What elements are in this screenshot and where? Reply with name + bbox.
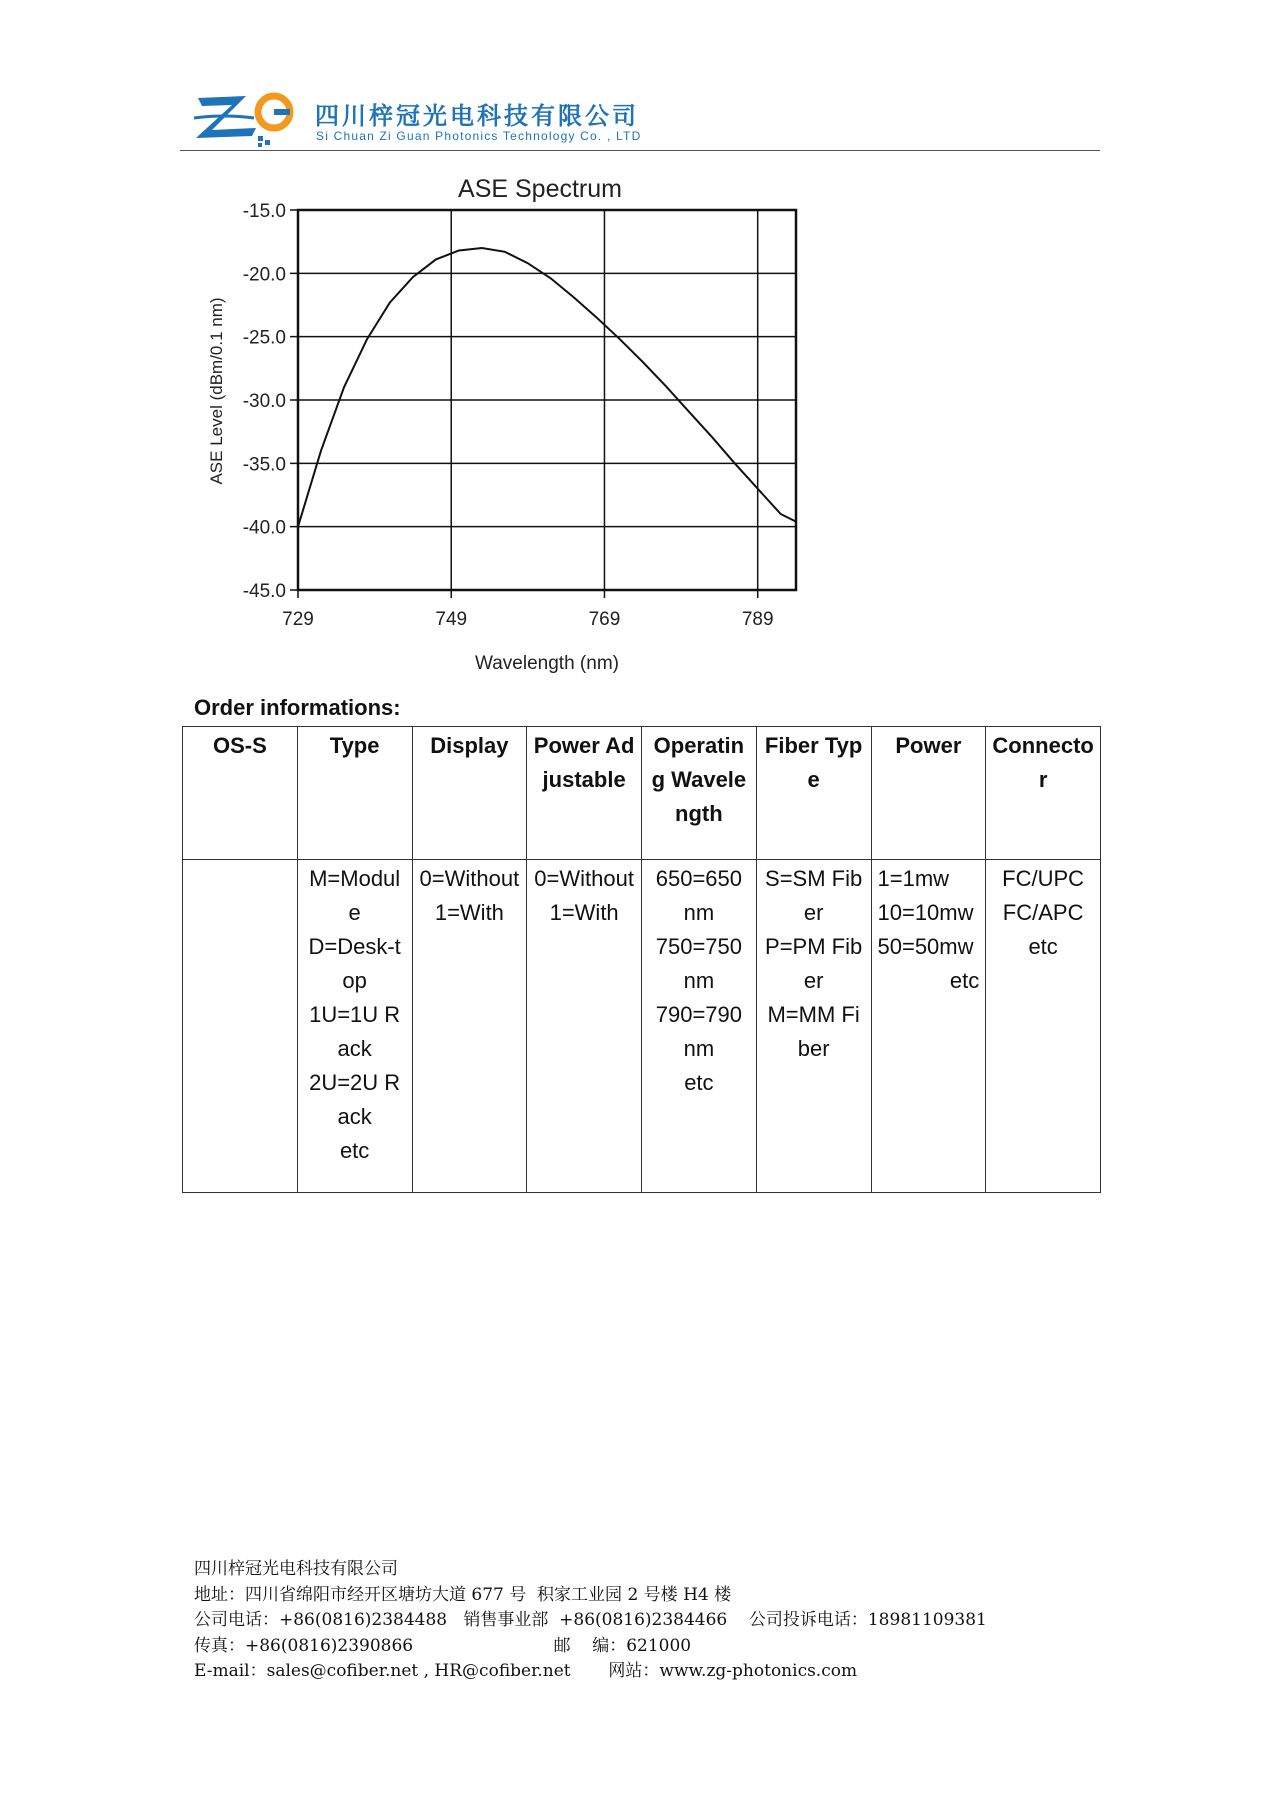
y-axis-label: ASE Level (dBm/0.1 nm) (207, 297, 226, 485)
y-tick-label: -25.0 (242, 327, 286, 349)
header-os-s: OS-S (183, 727, 298, 860)
list-item: etc (1028, 934, 1058, 959)
list-item: P=PM Fiber (765, 934, 863, 993)
list-item: 790=790 nm (655, 1002, 742, 1061)
list-item: etc (339, 1138, 370, 1163)
footer-company-name: 四川梓冠光电科技有限公司 (194, 1559, 398, 1579)
footer-email-web: E-mail：sales@cofiber.net , HR@cofiber.net 网站：www.zg-photonics.com (194, 1661, 858, 1681)
x-tick-label: 749 (435, 609, 468, 630)
footer-fax: 传真：+86(0816)2390866 邮 编：621000 (194, 1635, 692, 1656)
header-power-adjustable: Power Adjustable (527, 727, 642, 860)
list-item: 1U=1U Rack (309, 1002, 401, 1061)
table-row (183, 860, 1101, 1193)
x-axis-label: Wavelength (nm) (475, 653, 619, 674)
y-tick-label: -40.0 (242, 517, 286, 539)
cell-power (871, 860, 986, 1193)
list-item: D=Desk-top (308, 934, 401, 993)
cell-display (412, 860, 527, 1193)
y-tick-label: -20.0 (242, 264, 286, 286)
y-tick-label: -30.0 (242, 391, 286, 412)
y-tick-label: -45.0 (242, 581, 286, 602)
ase-series-line (298, 248, 796, 527)
cell-type (297, 860, 412, 1193)
cell-fiber-type (756, 860, 871, 1193)
cell-power-adjustable (527, 860, 642, 1193)
cell-os-s (183, 860, 298, 1193)
company-name-en: Si Chuan Zi Guan Photonics Technology Co. , LTD (316, 129, 642, 143)
list-item: S=SM Fiber (765, 866, 863, 925)
footer-address: 地址：四川省绵阳市经开区塘坊大道 677 号 积家工业园 2 号楼 H4 楼 (194, 1584, 732, 1605)
header-fiber-type: Fiber Type (756, 727, 871, 860)
y-tick-labels (243, 201, 286, 602)
list-item: M=MM Fiber (767, 1002, 860, 1061)
x-tick-label: 729 (282, 609, 314, 630)
header-operating-wavelength: Operating Wavelength (642, 727, 757, 860)
list-item: M=Module (309, 866, 401, 925)
header-connector: Connector (986, 727, 1101, 860)
list-item: 650=650 nm (655, 866, 742, 925)
header-divider (180, 150, 1100, 151)
list-item: 1=With (434, 900, 504, 925)
ase-spectrum-chart (200, 175, 820, 685)
list-item: 750=750 nm (655, 934, 742, 993)
list-item: 1=1mw (877, 866, 950, 891)
header-power: Power (871, 727, 986, 860)
company-name-cn: 四川梓冠光电科技有限公司 (315, 102, 639, 130)
footer-phone: 公司电话：+86(0816)2384488 销售事业部 +86(0816)2384466 公司投诉电话：18981109381 (194, 1610, 987, 1630)
table-header-row (183, 727, 1101, 860)
list-item: 1=With (549, 900, 619, 925)
list-item: 2U=2U Rack (309, 1070, 401, 1129)
list-item: etc (949, 968, 980, 993)
cell-operating-wavelength (642, 860, 757, 1193)
list-item: 50=50mw (877, 934, 974, 959)
header-display: Display (412, 727, 527, 860)
chart-title: ASE Spectrum (458, 175, 622, 203)
list-item: FC/APC (1002, 900, 1084, 925)
order-section-title: Order informations: (194, 695, 401, 720)
x-tick-labels (282, 609, 773, 630)
company-logo-icon (194, 88, 304, 150)
header-type: Type (297, 727, 412, 860)
order-table (182, 726, 1101, 1193)
list-item: 10=10mw (877, 900, 974, 925)
list-item: 0=Without (534, 866, 634, 891)
x-tick-label: 769 (588, 609, 621, 630)
list-item: FC/UPC (1002, 866, 1085, 891)
x-tick-label: 789 (741, 609, 774, 630)
page-footer (194, 1557, 987, 1685)
y-tick-label: -35.0 (242, 454, 286, 476)
cell-connector (986, 860, 1101, 1193)
page-header (180, 86, 1100, 154)
chart-grid (290, 210, 796, 598)
list-item: etc (684, 1070, 714, 1095)
list-item: 0=Without (419, 866, 520, 891)
chart-svg (200, 175, 820, 685)
y-tick-label: -15.0 (242, 201, 286, 222)
